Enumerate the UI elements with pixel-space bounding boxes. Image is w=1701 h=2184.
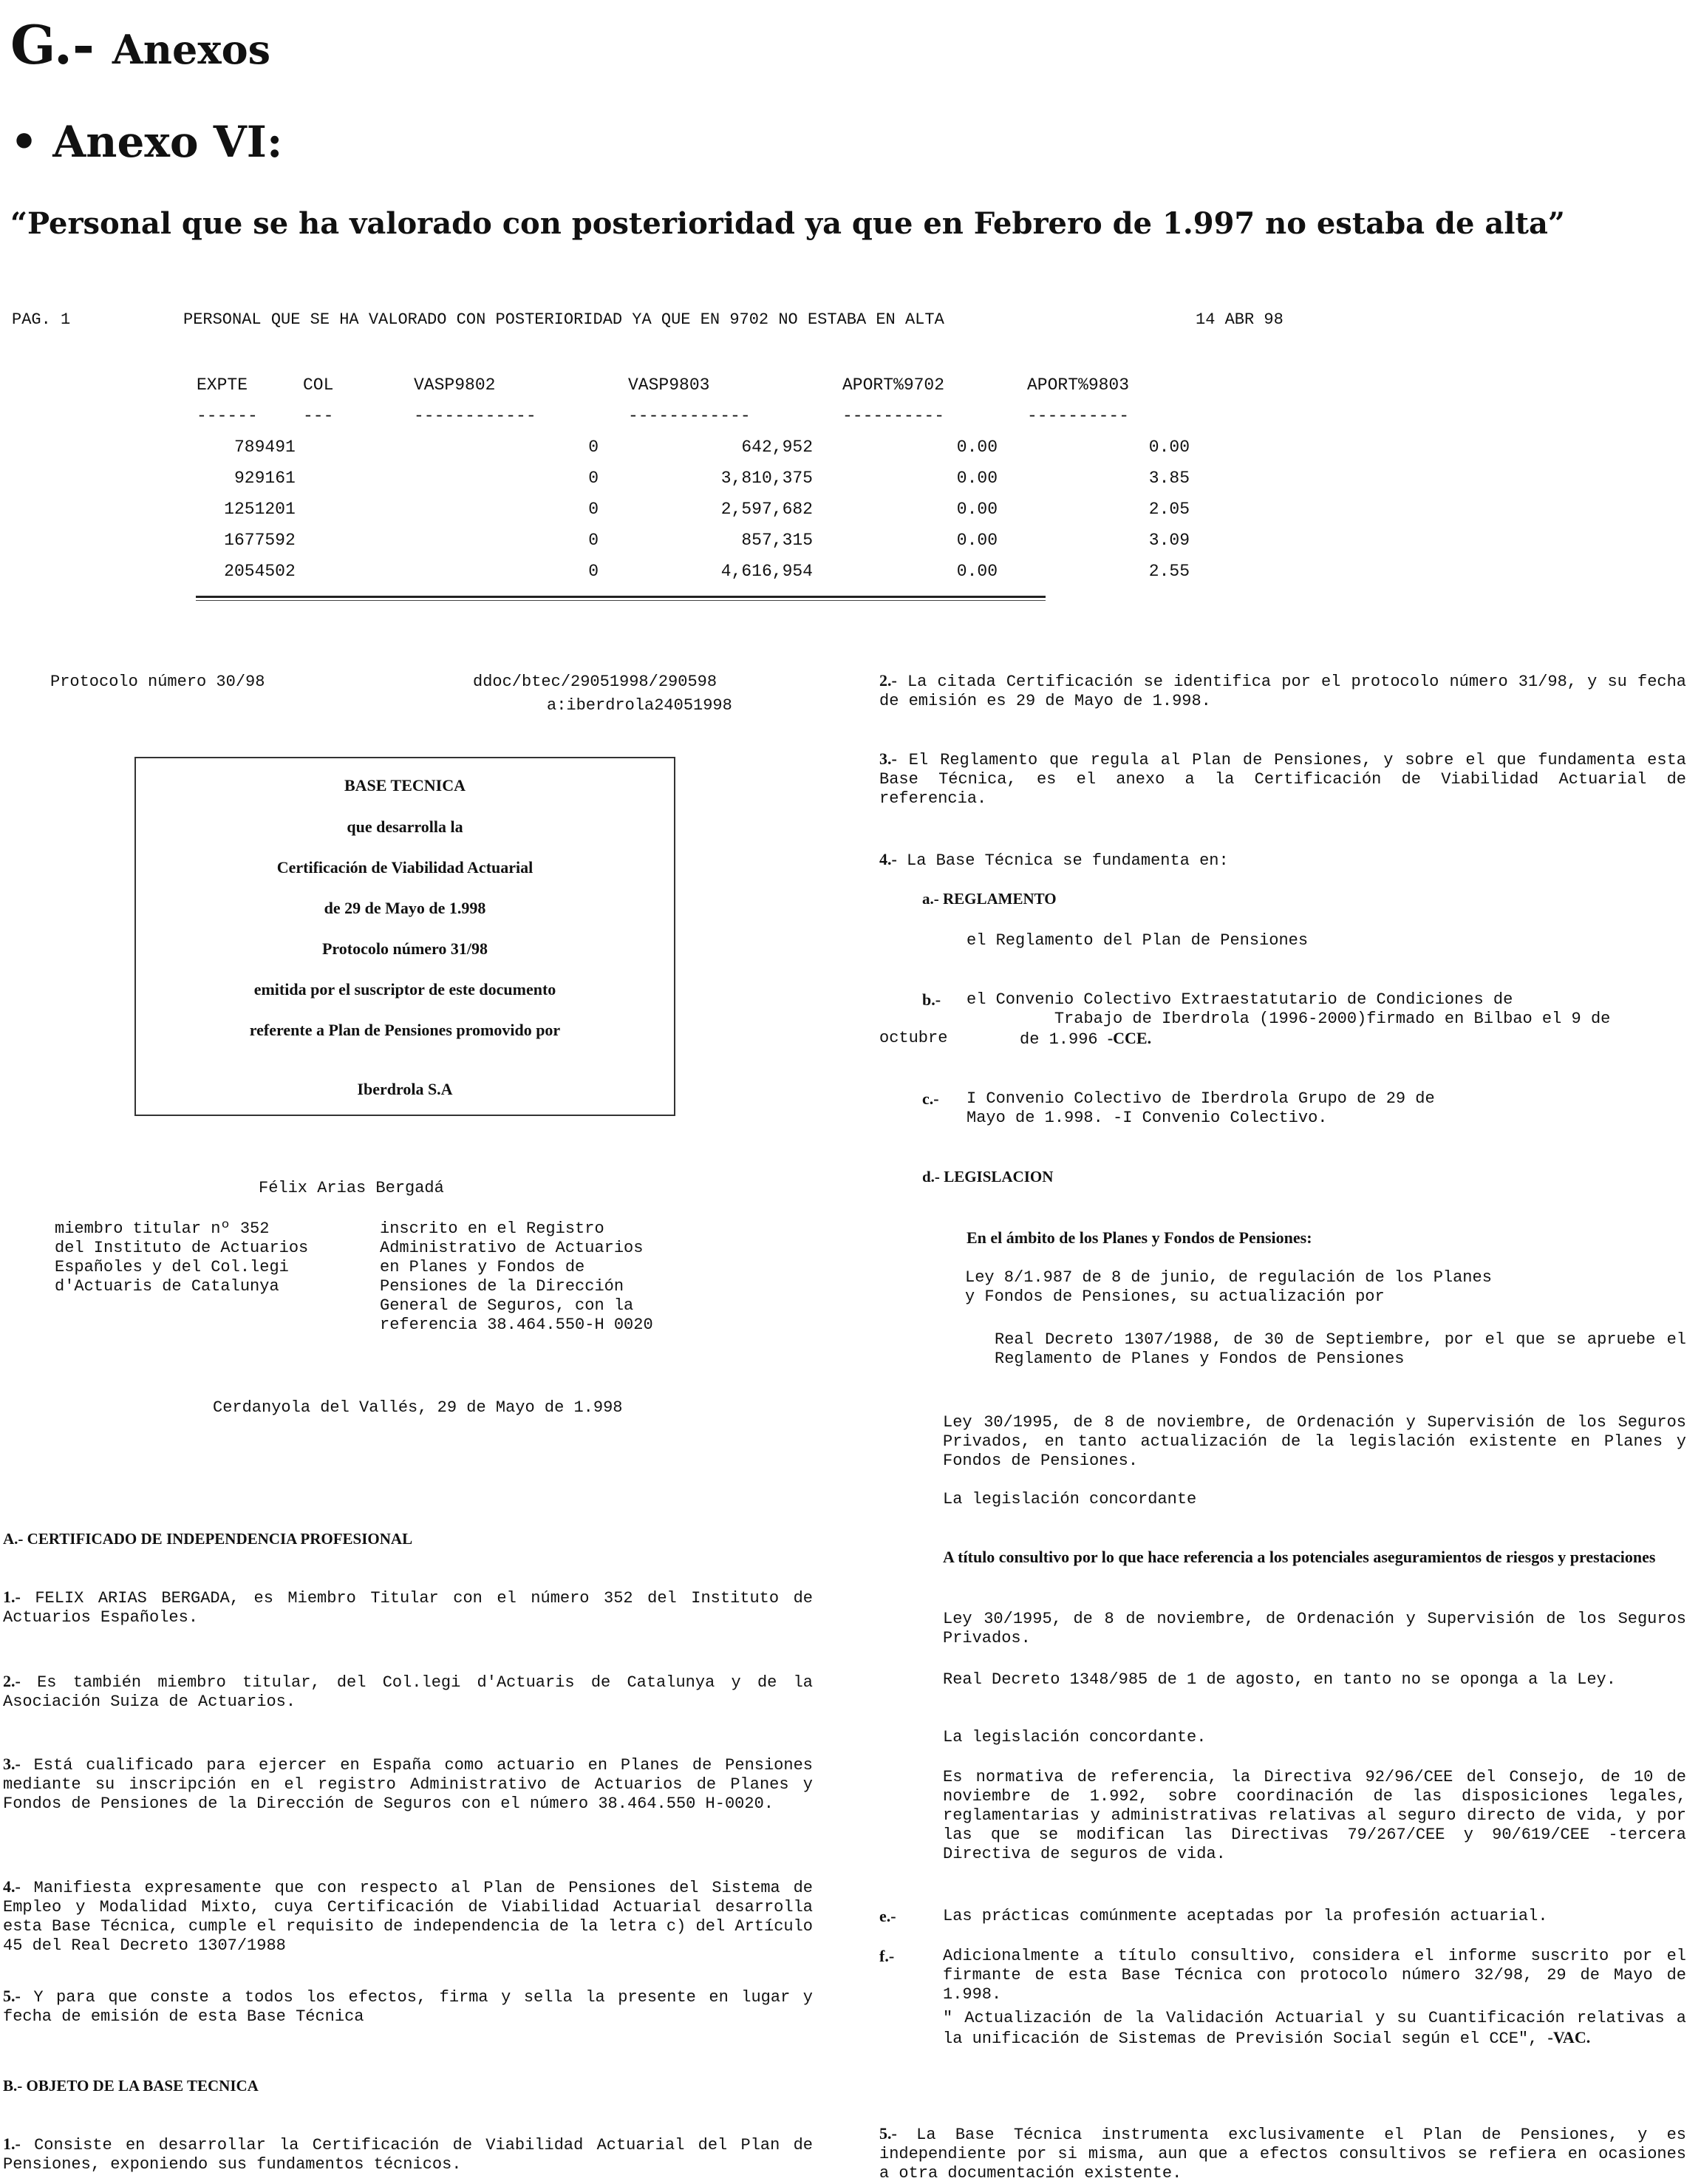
d-ley-30: Ley 30/1995, de 8 de noviembre, de Ordenación y Supervisión de los Seguros Privados, en tanto actualización de la legislación existente en Planes y Fondos de Pensiones. — [943, 1413, 1686, 1470]
d-concordante-2: La legislación concordante. — [943, 1728, 1207, 1746]
page-label: PAG. 1 — [12, 310, 71, 329]
r-item-3 — [879, 749, 1686, 809]
item-number: 2.- — [879, 671, 897, 690]
table-cell: 0.00 — [1148, 438, 1190, 457]
table-cell: 3.85 — [1148, 469, 1190, 488]
table-cell: 2 — [285, 562, 296, 581]
a-item-2 — [3, 1672, 813, 1712]
box-line: Iberdrola S.A — [357, 1080, 453, 1098]
item-number: 4.- — [879, 850, 897, 868]
r-item-4 — [879, 850, 1686, 871]
annex-heading — [10, 117, 282, 167]
table-cell: 1 — [285, 438, 296, 457]
table-cell: 0 — [588, 531, 599, 550]
table-cell: 92916 — [233, 469, 285, 488]
item-label: e.- — [879, 1907, 896, 1925]
item-number: 3.- — [3, 1755, 21, 1773]
table-cell: VASP9803 — [628, 375, 710, 395]
d-concordante: La legislación concordante — [943, 1490, 1197, 1508]
item-label: d.- — [922, 1168, 940, 1185]
table-cell: ---------- — [1027, 406, 1130, 426]
annex-title: Anexo VI: — [52, 117, 283, 167]
item-number: 4.- — [3, 1877, 21, 1896]
item-title: REGLAMENTO — [943, 890, 1057, 908]
d-real-decreto-2: Real Decreto 1348/985 de 1 de agosto, en tanto no se oponga a la Ley. — [943, 1670, 1616, 1689]
a-item-1 — [3, 1588, 813, 1627]
section-title: Anexos — [112, 26, 271, 73]
box-line: que desarrolla la — [347, 817, 463, 836]
table-rule-thin — [196, 600, 1046, 601]
author-name: Félix Arias Bergadá — [259, 1179, 444, 1197]
table-cell: 0.00 — [956, 469, 998, 488]
table-cell: 205450 — [224, 562, 285, 581]
table-cell: ---------- — [842, 406, 945, 426]
d-ley-30b: Ley 30/1995, de 8 de noviembre, de Ordenación y Supervisión de los Seguros Privados. — [943, 1610, 1686, 1647]
table-cell: 0 — [588, 562, 599, 581]
place-date: Cerdanyola del Vallés, 29 de Mayo de 1.998 — [213, 1398, 623, 1417]
table-cell: 642,952 — [741, 438, 813, 457]
item-number: 3.- — [879, 749, 897, 768]
r-item-2 — [879, 671, 1686, 711]
table-cell: 2 — [285, 531, 296, 550]
data-table — [183, 370, 1190, 587]
table-cell: 1 — [285, 500, 296, 519]
box-line: Certificación de Viabilidad Actuarial — [276, 858, 534, 877]
table-cell: 125120 — [224, 500, 285, 519]
table-rule — [196, 596, 1046, 598]
box-line: Protocolo número 31/98 — [321, 939, 488, 958]
report-heading: PERSONAL QUE SE HA VALORADO CON POSTERIORIDAD YA QUE EN 9702 NO ESTABA EN ALTA — [183, 310, 944, 329]
item-c-text: I Convenio Colectivo de Iberdrola Grupo de 29 de Mayo de 1.998. -I Convenio Colectivo. — [967, 1089, 1435, 1127]
item-label: c.- — [922, 1089, 939, 1108]
section-b-title: B.- OBJETO DE LA BASE TECNICA — [3, 2077, 259, 2095]
table-row — [183, 525, 1190, 556]
item-a-text: el Reglamento del Plan de Pensiones — [967, 931, 1309, 950]
table-cell: 0.00 — [956, 438, 998, 457]
table-cell: 2.55 — [1148, 562, 1190, 581]
item-b — [922, 990, 941, 1011]
item-d — [922, 1168, 1053, 1186]
table-cell: 0.00 — [956, 500, 998, 519]
item-f — [879, 1947, 894, 1967]
table-cell: 0 — [588, 469, 599, 488]
item-b-abbr: -CCE. — [1107, 1029, 1152, 1047]
table-cell: 0 — [588, 500, 599, 519]
item-title: LEGISLACION — [944, 1168, 1054, 1185]
quote-abbr: -VAC. — [1547, 2028, 1591, 2047]
table-cell: --- — [303, 406, 334, 426]
item-number: 2.- — [3, 1672, 21, 1690]
table-row — [183, 463, 1190, 494]
table-cell: ------------ — [628, 406, 751, 426]
box-line: BASE TECNICA — [344, 776, 466, 795]
item-b-date: de 1.996 — [1020, 1030, 1098, 1049]
quote-title: “Personal que se ha valorado con posterioridad ya que en Febrero de 1.997 no estaba de alta” — [10, 206, 1565, 241]
item-label: f.- — [879, 1947, 895, 1965]
table-cell: 167759 — [224, 531, 285, 550]
item-text: La Base Técnica se fundamenta en: — [896, 851, 1229, 870]
table-cell: 3.09 — [1148, 531, 1190, 550]
box-line: de 29 de Mayo de 1.998 — [324, 899, 486, 917]
table-cell: EXPTE — [197, 375, 248, 395]
item-number: 5.- — [3, 1987, 21, 2005]
item-number: 1.- — [3, 2134, 21, 2153]
item-label: a.- — [922, 890, 939, 908]
registry-info: inscrito en el Registro Administrativo de Actuarios en Planes y Fondos de Pensiones de la Dirección General de Seguros, con la referencia 38.464.550-H 0020 — [380, 1219, 653, 1334]
table-cell: 0.00 — [956, 531, 998, 550]
table-separator-row — [183, 401, 1190, 432]
a-item-5 — [3, 1987, 813, 2027]
item-b-text-2a: octubre — [879, 1029, 948, 1047]
a-item-4 — [3, 1877, 813, 1956]
table-cell: VASP9802 — [414, 375, 496, 395]
item-c — [922, 1089, 939, 1110]
table-row — [183, 432, 1190, 463]
d-directiva: Es normativa de referencia, la Directiva 92/96/CEE del Consejo, de 10 de noviembre de 1.992, sobre coordinación de las disposiciones legales, reglamentarias y administrativas relativas al seguro directo de vida, y por las que se modifican las Directivas 79/267/CEE y 90/619/CEE -tercera Directiva de seguros de vida. — [943, 1768, 1686, 1863]
item-label: b.- — [922, 990, 941, 1009]
table-cell: APORT%9803 — [1027, 375, 1130, 395]
b-item-1 — [3, 2134, 813, 2174]
table-cell: 857,315 — [741, 531, 813, 550]
a-item-3 — [3, 1755, 813, 1814]
member-info: miembro titular nº 352 del Instituto de Actuarios Españoles y del Col.legi d'Actuaris de Catalunya — [55, 1219, 309, 1296]
doc-ref-2: a:iberdrola24051998 — [547, 696, 732, 715]
item-b-text-2 — [1020, 1029, 1151, 1050]
table-cell: 1 — [285, 469, 296, 488]
table-cell: 2.05 — [1148, 500, 1190, 519]
table-cell: APORT%9702 — [842, 375, 945, 395]
item-text: Está cualificado para ejercer en España como actuario en Planes de Pensiones mediante su inscripción en el registro Administrativo de Actuarios de Planes y Fondos de Pensiones de la Dirección de Seguros con el número 38.464.550 H-0020. — [3, 1756, 813, 1813]
d-ley-8: Ley 8/1.987 de 8 de junio, de regulación de los Planes y Fondos de Pensiones, su actualización por — [965, 1268, 1492, 1306]
title-box — [134, 757, 675, 1116]
item-f-text: Adicionalmente a título consultivo, considera el informe suscrito por el firmante de esta Base Técnica con protocolo número 32/98, 29 de Mayo de 1.998. — [943, 1947, 1686, 2004]
item-text: Y para que conste a todos los efectos, firma y sella la presente en lugar y fecha de emisión de esta Base Técnica — [3, 1988, 813, 2026]
r-item-5 — [879, 2124, 1686, 2183]
bullet: • — [10, 117, 38, 167]
d-subheading-2: A título consultivo por lo que hace referencia a los potenciales aseguramientos de riesgos y prestaciones — [943, 1548, 1656, 1566]
table-cell: 4,616,954 — [720, 562, 813, 581]
d-real-decreto: Real Decreto 1307/1988, de 30 de Septiembre, por el que se apruebe el Reglamento de Planes y Fondos de Pensiones — [995, 1330, 1686, 1368]
doc-ref-1: ddoc/btec/29051998/290598 — [473, 673, 717, 691]
table-cell: 0.00 — [956, 562, 998, 581]
d-subheading-1: En el ámbito de los Planes y Fondos de Pensiones: — [967, 1228, 1312, 1247]
item-a — [922, 890, 1057, 908]
protocolo-number: Protocolo número 30/98 — [50, 673, 265, 691]
item-text: Es también miembro titular, del Col.legi d'Actuaris de Catalunya y de la Asociación Suiza de Actuarios. — [3, 1673, 813, 1711]
table-header-row — [183, 370, 1190, 401]
item-text: La Base Técnica instrumenta exclusivamente el Plan de Pensiones, y es independiente por si misma, aun que a efectos consultivos se refiera en ocasiones a otra documentación existente. — [879, 2126, 1686, 2183]
table-row — [183, 494, 1190, 525]
table-cell: 2,597,682 — [720, 500, 813, 519]
table-cell: ------ — [197, 406, 258, 426]
table-cell: 0 — [588, 438, 599, 457]
item-text: Manifiesta expresamente que con respecto al Plan de Pensiones del Sistema de Empleo y Modalidad Mixto, cuya Certificación de Viabilidad Actuarial desarrolla esta Base Técnica, cumple el requisito de independencia de la letra c) del Artículo 45 del Real Decreto 1307/1988 — [3, 1879, 813, 1955]
table-cell: 3,810,375 — [720, 469, 813, 488]
report-date: 14 ABR 98 — [1196, 310, 1284, 329]
item-number: 5.- — [879, 2124, 897, 2143]
quote-text: " Actualización de la Validación Actuarial y su Cuantificación relativas a la unificación de Sistemas de Previsión Social según el CCE", — [943, 2009, 1686, 2048]
box-line: referente a Plan de Pensiones promovido por — [249, 1021, 561, 1039]
item-text: El Reglamento que regula al Plan de Pensiones, y sobre el que fundamenta esta Base Técnica, es el anexo a la Certificación de Viabilidad Actuarial de referencia. — [879, 751, 1686, 808]
section-letter: G.- — [10, 13, 95, 76]
item-b-text: el Convenio Colectivo Extraestatutario de Condiciones de Trabajo de Iberdrola (1996-2000)firmado en Bilbao el 9 de — [967, 990, 1611, 1028]
item-text: FELIX ARIAS BERGADA, es Miembro Titular con el número 352 del Instituto de Actuarios Españoles. — [3, 1589, 813, 1627]
item-f-quote — [943, 2009, 1686, 2049]
table-cell: ------------ — [414, 406, 536, 426]
table-row — [183, 556, 1190, 587]
item-e-text: Las prácticas comúnmente aceptadas por la profesión actuarial. — [943, 1907, 1548, 1925]
box-line: emitida por el suscriptor de este documento — [253, 980, 556, 999]
item-text: La citada Certificación se identifica por el protocolo número 31/98, y su fecha de emisión es 29 de Mayo de 1.998. — [879, 673, 1686, 710]
table-cell: COL — [303, 375, 334, 395]
section-a-title: A.- CERTIFICADO DE INDEPENDENCIA PROFESIONAL — [3, 1530, 413, 1548]
item-e — [879, 1907, 896, 1928]
item-text: Consiste en desarrollar la Certificación de Viabilidad Actuarial del Plan de Pensiones, exponiendo sus fundamentos técnicos. — [3, 2136, 813, 2174]
table-cell: 78949 — [233, 438, 285, 457]
section-heading — [10, 13, 270, 76]
item-number: 1.- — [3, 1588, 21, 1606]
